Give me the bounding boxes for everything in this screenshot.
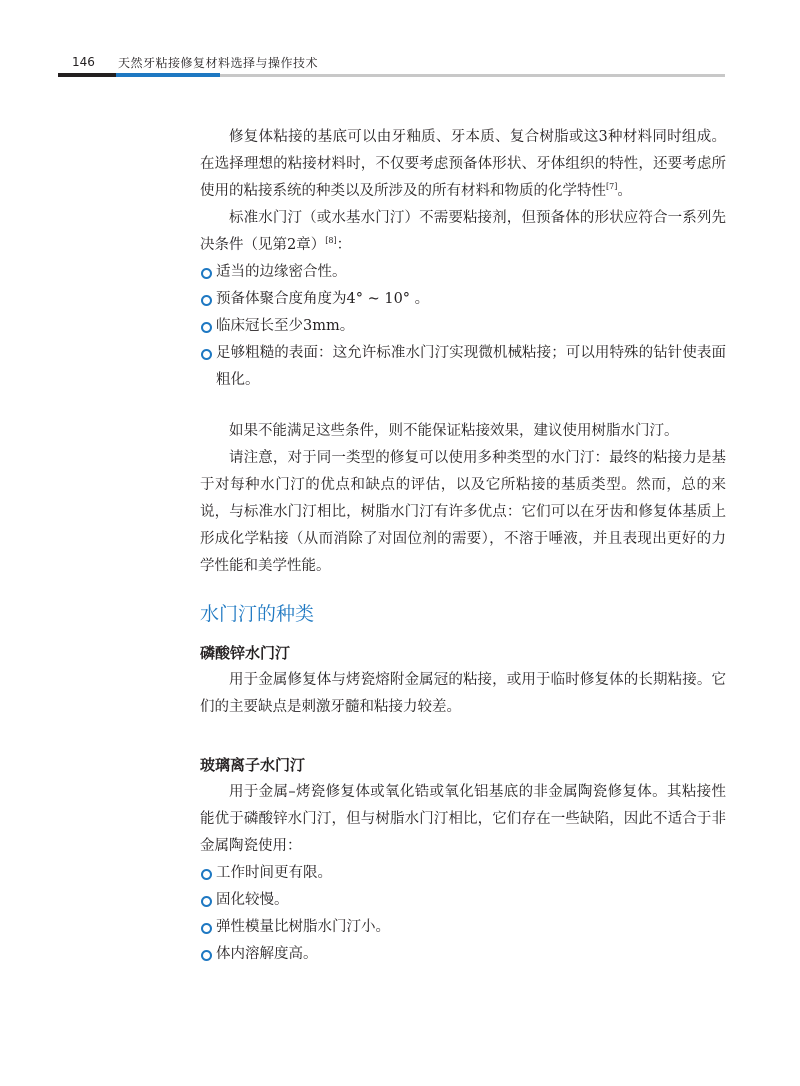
page-content: [200, 124, 726, 968]
bullet-circle-icon: [201, 896, 212, 907]
section-title: 水门汀的种类: [200, 603, 315, 625]
bullet-circle-icon: [201, 268, 212, 279]
reference-marker: [7]: [606, 182, 618, 192]
paragraph-resin-suggestion: 如果不能满足这些条件，则不能保证粘接效果，建议使用树脂水门汀。: [229, 423, 679, 439]
bullet-circle-icon: [201, 869, 212, 880]
bullet-circle-icon: [201, 923, 212, 934]
subheading-zinc-phosphate: 磷酸锌水门汀: [200, 644, 291, 662]
header-rule-black: [58, 73, 116, 77]
list-item: 体内溶解度高。: [200, 941, 726, 968]
bullet-circle-icon: [201, 349, 212, 360]
paragraph-glass-ionomer: 用于金属–烤瓷修复体或氧化锆或氧化铝基底的非金属陶瓷修复体。其粘接性能优于磷酸锌水门汀，但与树脂水门汀相比，它们存在一些缺陷，因此不适合于非金属陶瓷使用：: [200, 784, 726, 854]
bullet-circle-icon: [201, 322, 212, 333]
page-number: 146: [72, 55, 95, 69]
list-item: 预备体聚合度角度为4° ~ 10° 。: [200, 286, 726, 313]
book-title: 天然牙粘接修复材料选择与操作技术: [118, 56, 319, 70]
list-item: 适当的边缘密合性。: [200, 259, 726, 286]
bullet-circle-icon: [201, 295, 212, 306]
paragraph-standard-cement: 标准水门汀（或水基水门汀）不需要粘接剂，但预备体的形状应符合一系列先决条件（见第2章）[8]：: [200, 210, 726, 253]
page-header: [0, 0, 800, 80]
bullet-circle-icon: [201, 950, 212, 961]
reference-marker: [8]: [325, 236, 337, 246]
paragraph-note: 请注意，对于同一类型的修复可以使用多种类型的水门汀：最终的粘接力是基于对每种水门汀的优点和缺点的评估，以及它所粘接的基质类型。然而，总的来说，与标准水门汀相比，树脂水门汀有许多优点：它们可以在牙齿和修复体基质上形成化学粘接（从而消除了对固位剂的需要），不溶于唾液，并且表现出更好的力学性能和美学性能。: [200, 450, 726, 574]
header-rule-gray: [220, 74, 725, 77]
subheading-glass-ionomer: 玻璃离子水门汀: [200, 756, 306, 774]
paragraph-substrate: 修复体粘接的基底可以由牙釉质、牙本质、复合树脂或这3种材料同时组成。在选择理想的粘接材料时，不仅要考虑预备体形状、牙体组织的特性，还要考虑所使用的粘接系统的种类以及所涉及的所有材料和物质的化学特性[7]。: [200, 129, 726, 199]
paragraph-zinc-phosphate: 用于金属修复体与烤瓷熔附金属冠的粘接，或用于临时修复体的长期粘接。它们的主要缺点是刺激牙髓和粘接力较差。: [200, 672, 726, 715]
list-item: 工作时间更有限。: [200, 860, 726, 887]
glass-ionomer-drawbacks-list: [200, 860, 726, 968]
list-item: 弹性模量比树脂水门汀小。: [200, 914, 726, 941]
prerequisite-list: [200, 259, 726, 394]
list-item: 足够粗糙的表面：这允许标准水门汀实现微机械粘接；可以用特殊的钻针使表面粗化。: [200, 340, 726, 394]
header-rule-blue: [116, 73, 220, 77]
list-item: 固化较慢。: [200, 887, 726, 914]
list-item: 临床冠长至少3mm。: [200, 313, 726, 340]
